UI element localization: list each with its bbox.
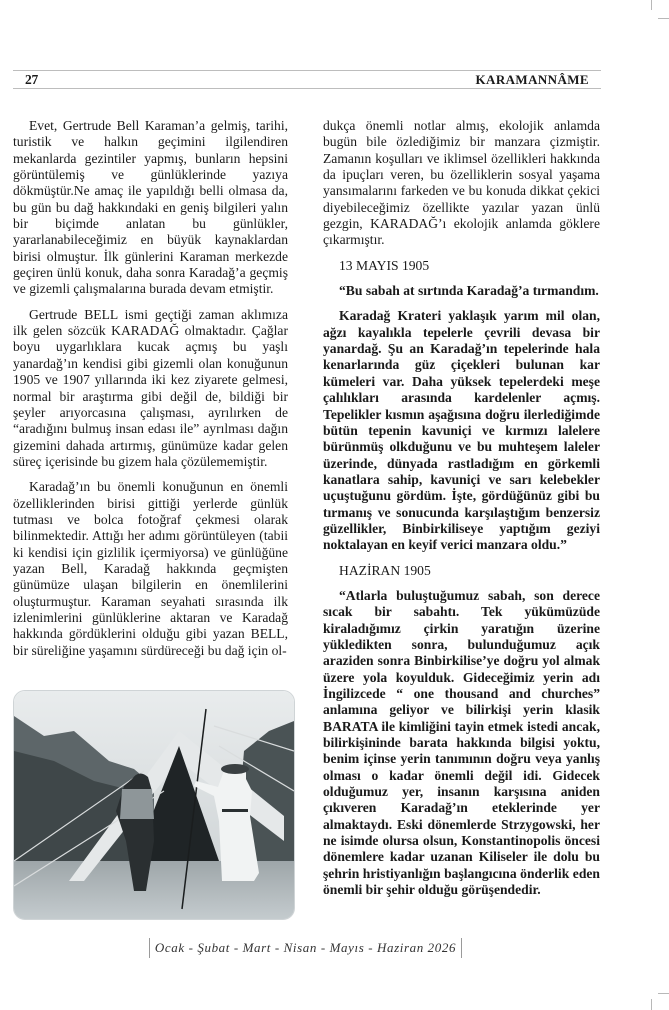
header-rule-bottom — [13, 88, 601, 89]
right-column — [323, 118, 600, 907]
crop-mark — [651, 999, 652, 1010]
magazine-title: KARAMANNÂME — [475, 72, 589, 87]
man-striped-shirt — [120, 789, 154, 819]
paragraph: Karadağ’ın bu önemli konuğunun en önemli özelliklerinden birisi gittiği yerlerde günlük tutması ve bolca fotoğraf çekmesi olarak bilinmektedir. Attığı her adımı görüntüleyen (tabii ki kendisi için gizlilik içermiyorsa) ve günlüğüne yazan Bell, Karadağ hakkında geçmişten günümüze ulaşan bilgilerin en önemlilerini oluşturmuştur. Karaman seyahati sırasında ilk izlenimlerini günlüklerine aktaran ve Karadağ hakkında gördüklerini olduğu gibi yazan BELL, bir süreliğine yaşamını sürdüreceği bu dağ için ol- — [13, 479, 288, 658]
paragraph: Gertrude BELL ismi geçtiği zaman aklımıza ilk gelen sözcük KARADAĞ olmaktadır. Çağlar boyu uygarlıklara kucak açmış bu yaşlı yanardağ’ın kendisi gibi gizemli olan konuğunun 1905 ve 1907 yıllarında iki kez ziyarete gelmesi, normal bir araştırma gibi değil de, bildiği bir şeyler arıyorcasına çalışması, ayrılırken de “aradığını bulmuş insan edası ile” ayrılması dağın gizemini dahada artırmış, günümüze kadar gelen süreç içerisinde bu gizem hala çözülememiştir. — [13, 306, 288, 469]
photo-image — [14, 691, 294, 919]
diary-quote: “Atlarla buluştuğumuz sabah, son derece sıcak bir sabahtı. Tek yükümüzüde kiraladığımız çirkin yaratığın üzerine yükledikten sonra, bulunduğumuz açık araziden sonra Binbirkilise’ye doğru yol almak üzere yola koyulduk. Gideceğimiz yerin adı İngilizcede “ one thousand and churches” anlamına geliyor ve bilirkişi yerin klasik BARATA ile kimliğini tayin etmek istedi ancak, bilirkişininde barata hakkında bilgisi yoktu, benim içinse yerin tanımının doğru veya yanlış olması o kadar önemli değil idi. Gidecek olduğumuz yer, insanın karşısına aniden çıkıveren Karadağ’ın eteklerinde yer almaktaydı. Eski dönemlerde Strzygowski, her ne isimde olursa olsun, Konstantinopolis öncesi dönemlere kadar uzanan Kiliseler ile dolu bu şehrin hristiyanlığın başlangıcına önderlik eden önemli bir şehir olduğu görüşendedir. — [323, 587, 600, 898]
crop-mark — [658, 18, 669, 19]
page-number: 27 — [25, 72, 38, 87]
woman-belt — [222, 809, 248, 812]
left-column — [13, 118, 288, 668]
diary-quote: “Bu sabah at sırtında Karadağ’a tırmandım. — [339, 283, 599, 299]
header-rule-top — [13, 70, 601, 71]
issue-date: Ocak - Şubat - Mart - Nisan - Mayıs - Haziran 2026 — [154, 940, 457, 955]
crop-mark — [658, 993, 669, 994]
footer — [149, 938, 462, 960]
diary-date: 13 MAYIS 1905 — [339, 257, 430, 273]
crop-mark — [651, 0, 652, 10]
footer-divider-right — [461, 938, 462, 958]
paragraph: dukça önemli notlar almış, ekolojik anlamda bugün bile özlediğimiz bir manzara çizmiştir. Zamanın koşulları ve iklimsel özellikleri hakkında da ipuçları veren, bu özelliklerin sosyal yaşama yansımalarını farkeden ve bu konuda dikkat çekici diyebileceğimiz özellikte yazılar yazan ünlü gezgin, KARADAĞ’ı ekolojik anlamda göklere çıkarmıştır. — [323, 118, 600, 248]
paragraph: Evet, Gertrude Bell Karaman’a gelmiş, tarihi, turistik ve halkın geçimini ilgilendiren mekanlarda gezintiler yapmış, bunların hepsini görüntülemiş ve günlüklerinde yazıya dökmüştür.Ne amaç ile yapıldığı belli olmasa da, bu gün bu dağ hakkındaki en geniş bilgileri yalın bir biçimde anlatan bu günlükler, yararlanabileceğimiz en büyük kaynaklardan birisi olmuştur. İlk günlerini Karaman merkezde geçiren ünlü konuk, daha sonra Karadağ’a geçmiş ve gizemli çalışmalarına burada devam etmiştir. — [13, 118, 288, 297]
historical-photo — [13, 690, 295, 920]
diary-date: HAZİRAN 1905 — [339, 562, 431, 578]
diary-quote: Karadağ Krateri yaklaşık yarım mil olan, ağzı kayalıkla tepelerle çevrili devasa bir yanardağ. Şu an Karadağ’ın tepelerinde hala kenarlarında güz çiçekleri bulunan kar kümeleri var. Daha yüksek tepelerdeki meşe çalılıkları arasında kardelenler açmış. Tepelikler kısmın aşağısına doğru ilerlediğimde bütün tepenin kavuniçi ve kırmızı lalelere bürünmüş olkduğunu ve bu muhteşem laleler üzerinde, dünyada rastladığım en görkemli kanatlara sahip, kavuniçi ve sarı kelebekler uçuştuğunu gördüm. İşte, gördüğünüz gibi bu tırmanış ve sonucunda karşılaştığım benzersiz güzellikler, Binbirkiliseye yaptığım geziyi noktalayan en keyif verici manzara oldu.” — [323, 308, 600, 553]
woman-hat — [221, 764, 249, 774]
